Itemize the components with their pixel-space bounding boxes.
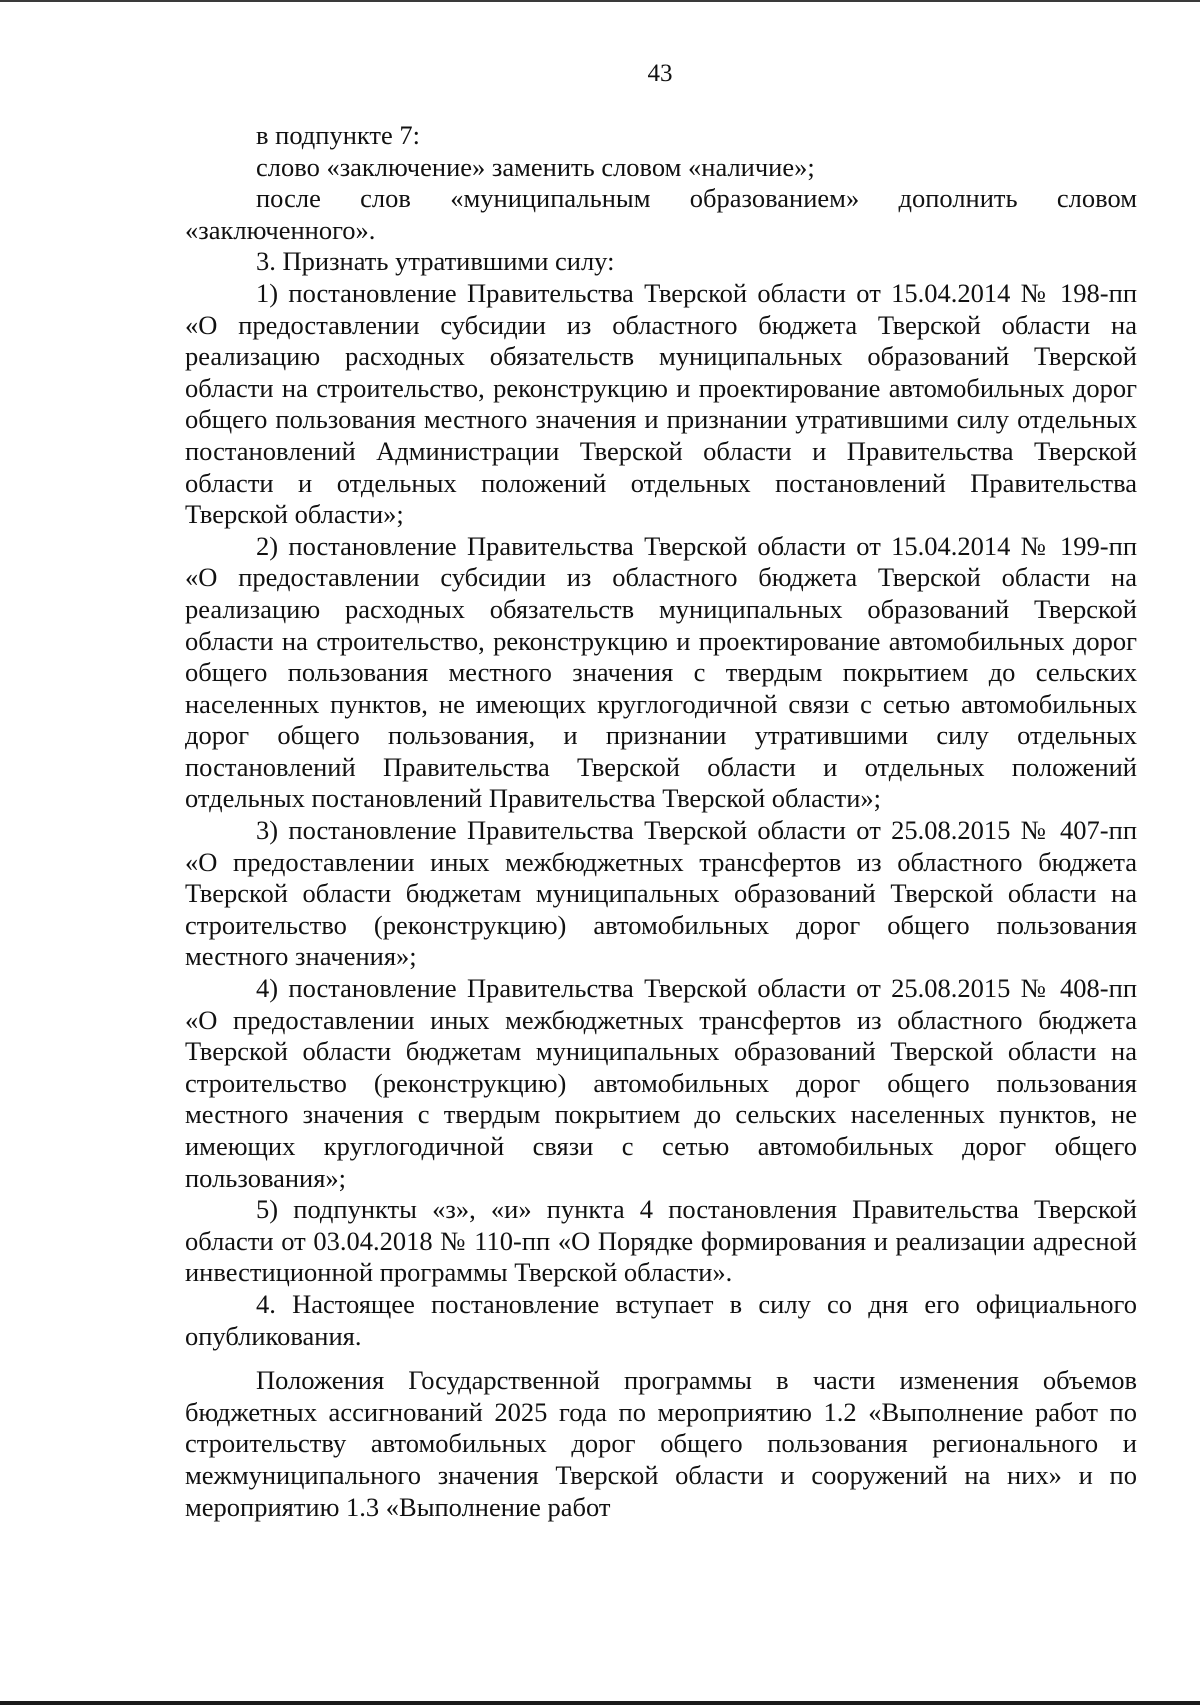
paragraph-subpoint-7: в подпункте 7: — [256, 120, 421, 150]
paragraph-add-word: после слов «муниципальным образованием» дополнить словом «заключенного». — [185, 183, 1137, 245]
paragraph-repeal-1: 1) постановление Правительства Тверской области от 15.04.2014 № 198-пп «О предоставлении субсидии из областного бюджета Тверской области на реализацию расходных обязательств муниципальных образований Тверской области на строительство, реконструкцию и проектирование автомобильных дорог общего пользования местного значения и признании утратившими силу отдельных постановлений Администрации Тверской области и Правительства Тверской области и отдельных положений отдельных постановлений Правительства Тверской области»; — [185, 277, 1137, 530]
scan-edge-top — [0, 0, 1200, 2]
paragraph-replace-word: слово «заключение» заменить словом «наличие»; — [256, 151, 815, 182]
paragraph-item-4: 4. Настоящее постановление вступает в силу со дня его официального опубликования. — [185, 1288, 1137, 1351]
paragraph-item-3: 3. Признать утратившими силу: — [256, 246, 615, 277]
paragraph-repeal-4: 4) постановление Правительства Тверской области от 25.08.2015 № 408-пп «О предоставлении иных межбюджетных трансфертов из областного бюджета Тверской области бюджетам муниципальных образований Тверской области на строительство (реконструкцию) автомобильных дорог общего пользования местного значения с твердым покрытием до сельских населенных пунктов, не имеющих круглогодичной связи с сетью автомобильных дорог общего пользования»; — [185, 973, 1137, 1193]
page-number: 43 — [647, 60, 673, 87]
paragraph-repeal-2: 2) постановление Правительства Тверской области от 15.04.2014 № 199-пп «О предоставлении субсидии из областного бюджета Тверской области на реализацию расходных обязательств муниципальных образований Тверской области на строительство, реконструкцию и проектирование автомобильных дорог общего пользования местного значения с твердым покрытием до сельских населенных пунктов, не имеющих круглогодичной связи с сетью автомобильных дорог общего пользования, и признании утратившими силу отдельных постановлений Правительства Тверской области и отдельных положений отдельных постановлений Правительства Тверской области»; — [185, 530, 1137, 814]
paragraph-repeal-5: 5) подпункты «з», «и» пункта 4 постановления Правительства Тверской области от 03.04.2018 № 110-пп «О Порядке формирования и реализации адресной инвестиционной программы Тверской области». — [185, 1194, 1137, 1288]
scan-edge-bottom — [0, 1701, 1200, 1705]
paragraph-provisions: Положения Государственной программы в части изменения объемов бюджетных ассигнований 2025 года по мероприятию 1.2 «Выполнение работ по строительству автомобильных дорог общего пользования регионального и межмуниципального значения Тверской области и сооружений на них» и по мероприятию 1.3 «Выполнение работ — [185, 1365, 1137, 1522]
document-body — [185, 120, 1137, 1523]
paragraph-repeal-3: 3) постановление Правительства Тверской области от 25.08.2015 № 407-пп «О предоставлении иных межбюджетных трансфертов из областного бюджета Тверской области бюджетам муниципальных образований Тверской области на строительство (реконструкцию) автомобильных дорог общего пользования местного значения»; — [185, 815, 1137, 972]
